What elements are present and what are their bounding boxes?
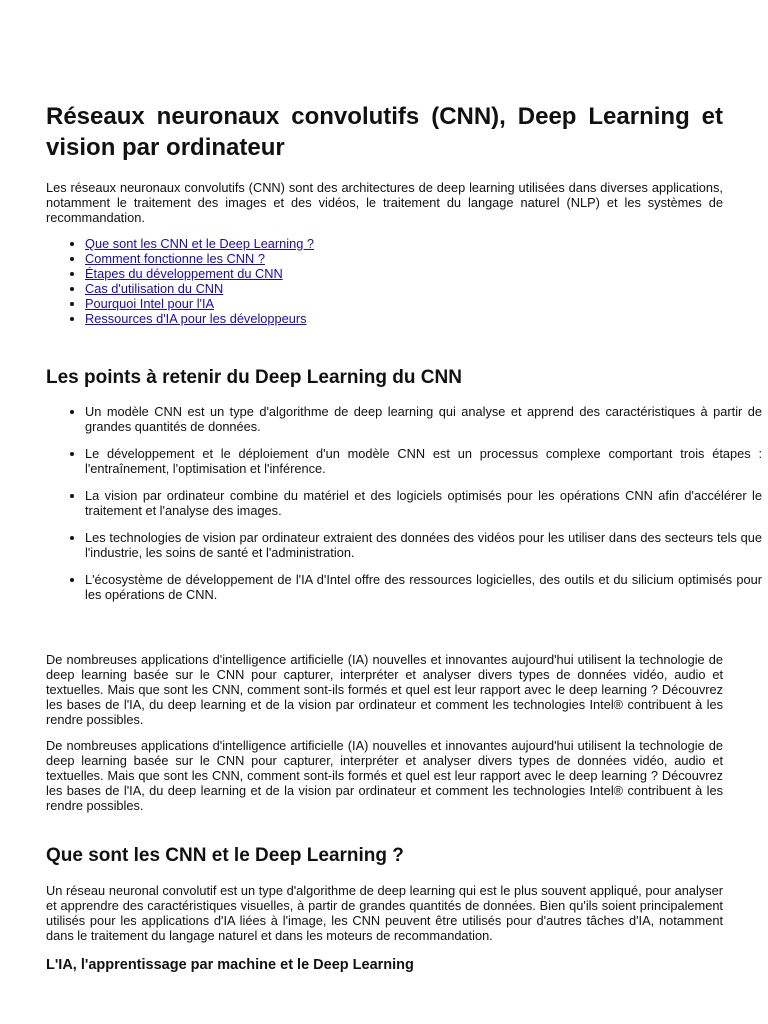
toc-item: [85, 251, 762, 266]
toc-link-developer-resources[interactable]: Ressources d'IA pour les développeurs: [85, 311, 307, 326]
toc-item: [85, 311, 762, 326]
toc-link-development-steps[interactable]: Étapes du développement du CNN: [85, 266, 283, 281]
toc-item: [85, 296, 762, 311]
takeaways-heading: Les points à retenir du Deep Learning du CNN: [46, 367, 462, 388]
takeaway-item: • Les technologies de vision par ordinateur extraient des données des vidéos pour les utiliser dans des secteurs tels que l'industrie, les soins de santé et l'administration.: [85, 530, 762, 560]
toc-link-how-cnn-works[interactable]: Comment fonctionne les CNN ?: [85, 251, 265, 266]
body-paragraph: De nombreuses applications d'intelligence artificielle (IA) nouvelles et innovantes aujourd'hui utilisent la technologie de deep learning basée sur le CNN pour capturer, interpréter et analyser divers types de données vidéo, audio et textuelles. Mais que sont les CNN, comment sont-ils formés et quel est leur rapport avec le deep learning ? Découvrez les bases de l'IA, du deep learning et de la vision par ordinateur et comment les technologies Intel® contribuent à les rendre possibles.: [46, 652, 723, 727]
toc-item: [85, 281, 762, 296]
takeaway-item: • La vision par ordinateur combine du matériel et des logiciels optimisés pour les opérations CNN afin d'accélérer le traitement et l'analyse des images.: [85, 488, 762, 518]
toc-item: [85, 236, 762, 251]
subheading-ai-ml-dl: L'IA, l'apprentissage par machine et le Deep Learning: [46, 957, 414, 973]
intro-paragraph: Les réseaux neuronaux convolutifs (CNN) sont des architectures de deep learning utilisées dans diverses applications, notamment le traitement des images et des vidéos, le traitement du langage naturel (NLP) et les systèmes de recommandation.: [46, 180, 723, 225]
takeaway-item: • L'écosystème de développement de l'IA d'Intel offre des ressources logicielles, des outils et du silicium optimisés pour les opérations de CNN.: [85, 572, 762, 602]
toc-item: [85, 266, 762, 281]
takeaway-item: • Le développement et le déploiement d'un modèle CNN est un processus complexe comportant trois étapes : l'entraînement, l'optimisation et l'inférence.: [85, 446, 762, 476]
takeaways-list: [46, 404, 762, 614]
body-paragraph: De nombreuses applications d'intelligence artificielle (IA) nouvelles et innovantes aujourd'hui utilisent la technologie de deep learning basée sur le CNN pour capturer, interpréter et analyser divers types de données vidéo, audio et textuelles. Mais que sont les CNN, comment sont-ils formés et quel est leur rapport avec le deep learning ? Découvrez les bases de l'IA, du deep learning et de la vision par ordinateur et comment les technologies Intel® contribuent à les rendre possibles.: [46, 738, 723, 813]
section-cnn-paragraph: Un réseau neuronal convolutif est un type d'algorithme de deep learning qui est le plus souvent appliqué, pour analyser et apprendre des caractéristiques visuelles, à partir de grandes quantités de données. Bien qu'ils soient principalement utilisés pour les applications d'IA liées à l'image, les CNN peuvent être utilisés pour d'autres tâches d'IA, notamment dans le traitement du langage naturel et dans les moteurs de recommandation.: [46, 883, 723, 943]
toc-link-use-cases[interactable]: Cas d'utilisation du CNN: [85, 281, 224, 296]
takeaway-item: • Un modèle CNN est un type d'algorithme de deep learning qui analyse et apprend des caractéristiques à partir de grandes quantités de données.: [85, 404, 762, 434]
page-title: Réseaux neuronaux convolutifs (CNN), Deep Learning et vision par ordinateur: [46, 103, 723, 161]
toc-link-cnn-deep-learning[interactable]: Que sont les CNN et le Deep Learning ?: [85, 236, 315, 251]
toc-link-why-intel[interactable]: Pourquoi Intel pour l'IA: [85, 296, 215, 311]
section-heading-cnn: Que sont les CNN et le Deep Learning ?: [46, 845, 404, 866]
table-of-contents: [46, 236, 762, 326]
